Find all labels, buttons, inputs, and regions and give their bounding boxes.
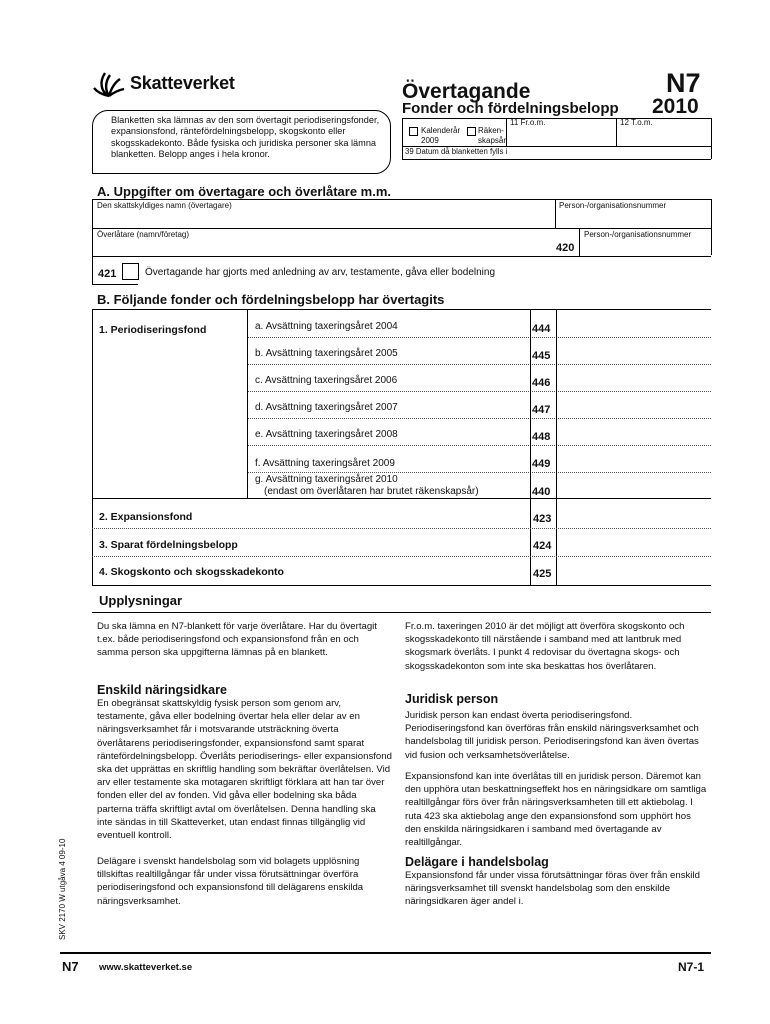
skatteverket-crown-icon <box>92 68 126 100</box>
row-code: 424 <box>533 540 552 552</box>
row-label: 2. Expansionsfond <box>99 511 193 523</box>
row-code: 444 <box>532 323 551 335</box>
form-code: N7 <box>666 68 701 98</box>
to-label: 12 T.o.m. <box>620 118 653 127</box>
section-a-right <box>711 199 712 255</box>
info-left-intro: Du ska lämna en N7-blankett för varje överlåtare. Har du övertagit t.ex. både periodiseringsfond och expansionsfond från en och samma person ska uppgifterna lämnas på en blankett. <box>97 621 377 659</box>
transferor-label: Överlåtare (namn/företag) <box>97 230 190 239</box>
row-amount-field[interactable] <box>557 528 711 556</box>
form-title: Övertagande <box>402 80 531 103</box>
date-label: 39 Datum då blanketten fylls i <box>405 147 508 156</box>
personal-number-label: Person-/organisationsnummer <box>559 201 667 210</box>
juridisk-title: Juridisk person <box>405 692 499 706</box>
juridisk-text: Juridisk person kan endast överta periodiseringsfond. Periodiseringsfond kan överföras från enskild näringsverksamhet och handelsbolag till juridisk person. Periodiseringsfond kan även övertas vid fusion och verksamhetsöverlåtelse. <box>405 710 699 761</box>
row-expansionsfond <box>92 498 711 528</box>
footer-line <box>60 952 711 954</box>
row-code: 448 <box>532 431 551 443</box>
period-box-bottom <box>402 159 711 160</box>
period-box-mid2 <box>616 118 617 146</box>
row-label: e. Avsättning taxeringsåret 2008 <box>255 429 398 440</box>
row-code: 445 <box>532 350 551 362</box>
info-top-line <box>92 612 711 613</box>
expansion-text: Expansionsfond kan inte överlåtas till en juridisk person. Däremot kan den upphöra utan beskattningseffekt hos en näringsidkare om samtliga realtillgångar förs över från näringsverksamheten till ett aktiebolag. I ruta 423 ska aktiebolag ange den expansionsfond som upphört hos den enskilda näringsidkaren i samband med övertagande av realtillgångar. <box>405 771 707 849</box>
row-amount-field[interactable] <box>556 337 711 364</box>
section-a-bottom-line <box>92 284 138 285</box>
row-label: 4. Skogskonto och skogsskadekonto <box>99 566 284 578</box>
row-code: 447 <box>532 404 551 416</box>
row-skogskonto <box>92 556 711 585</box>
section-b-title: B. Följande fonder och fördelningsbelopp har övertagits <box>97 292 445 307</box>
row-code: 423 <box>533 513 552 525</box>
section-a-row-2-line <box>92 256 711 257</box>
footer-website: www.skatteverket.se <box>99 962 193 973</box>
period-box-mid1 <box>506 118 507 146</box>
row-g-amount-field[interactable] <box>556 472 711 498</box>
periodiseringsfond-label: 1. Periodiseringsfond <box>99 324 207 336</box>
taxpayer-name-label: Den skattskyldiges namn (övertagare) <box>97 201 232 210</box>
section-a-title: A. Uppgifter om övertagare och överlåtare m.m. <box>97 184 392 199</box>
form-year: 2010 <box>652 95 699 118</box>
row-amount-field[interactable] <box>557 556 711 585</box>
row-a <box>248 310 711 337</box>
row-label: f. Avsättning taxeringsåret 2009 <box>255 458 395 469</box>
row-f <box>248 445 711 472</box>
delagare-right-text: Expansionsfond får under vissa förutsättningar föras över från enskild näringsverksamhet till svenskt handelsbolag som den enskilde näringsidkaren äger andel i. <box>405 870 700 908</box>
fiscal-year-checkbox[interactable] <box>467 127 476 136</box>
row-amount-field[interactable] <box>557 498 711 528</box>
info-title: Upplysningar <box>99 593 183 608</box>
period-box-left <box>402 118 403 159</box>
row-c <box>248 364 711 391</box>
calendar-year-checkbox[interactable] <box>409 127 418 136</box>
delagare-left-text: Delägare i svenskt handelsbolag som vid bolagets upplösning tillskiftas realtillgångar får under vissa förutsättningar överföra periodiseringsfond och expansionsfond till delägarens enskilda näringsverksamhet. <box>97 856 364 907</box>
row-amount-field[interactable] <box>556 364 711 391</box>
calendar-label: Kalenderår <box>421 126 461 135</box>
row-sparat-fordelningsbelopp <box>92 528 711 556</box>
enskild-title: Enskild näringsidkare <box>97 683 227 697</box>
transferor-number-label: Person-/organisationsnummer <box>584 230 692 239</box>
logo-text: Skatteverket <box>130 73 235 93</box>
row-g-code: 440 <box>532 486 551 498</box>
row-label: b. Avsättning taxeringsåret 2005 <box>255 348 398 359</box>
code-420: 420 <box>556 242 575 254</box>
fiscal-label-2: skapsår <box>478 136 507 145</box>
row-e <box>248 418 711 445</box>
row-label: a. Avsättning taxeringsåret 2004 <box>255 321 398 332</box>
side-form-code: SKV 2170 W utgåva 4 09-10 <box>58 838 67 940</box>
inheritance-checkbox-label: Övertagande har gjorts med anledning av arv, testamente, gåva eller bodelning <box>145 267 496 278</box>
form-subtitle: Fonder och fördelningsbelopp <box>402 100 619 117</box>
skatteverket-logo <box>92 68 292 100</box>
period-box-right <box>711 118 712 159</box>
row-code: 446 <box>532 377 551 389</box>
row-amount-field[interactable] <box>556 418 711 445</box>
row-d <box>248 391 711 418</box>
footer-page: N7-1 <box>678 960 705 974</box>
row-code: 449 <box>532 458 551 470</box>
section-b-bottom-line <box>92 585 711 586</box>
delagare-title: Delägare i handelsbolag <box>405 855 549 869</box>
from-label: 11 Fr.o.m. <box>510 118 546 127</box>
row-g-label-1: g. Avsättning taxeringsåret 2010 <box>255 474 398 485</box>
row-g <box>248 472 711 498</box>
intro-text: Blanketten ska lämnas av den som övertagit periodiseringsfonder, expansionsfond, räntefördelningsbelopp, skogskonto eller skogsskadekonto. Både fysiska och juridiska personer ska lämna blanketten. Belopp anges i hela kronor. <box>111 115 380 160</box>
code-421: 421 <box>98 268 117 280</box>
row-code: 425 <box>533 568 552 580</box>
inheritance-checkbox[interactable] <box>122 263 139 280</box>
footer-form-code: N7 <box>62 959 79 974</box>
row-amount-field[interactable] <box>556 310 711 337</box>
enskild-text: En obegränsat skattskyldig fysisk person som genom arv, testamente, gåva eller bodelning övertar hela eller delar av en näringsverksamhet får i motsvarande utsträckning överta överlåtarens periodiseringsfonder, expansionsfond samt sparat räntefördelningsbelopp. Överlåts periodiserings- eller expansionsfond ska det upprättas en skriftlig handling som bekräftar överlåtelsen. Vid arv eller testamente ska motagaren skriftligt förklara att han tar över fonden eller del av fonden. Vid gåva eller bodelning ska båda parterna träffa skriftligt avtal om överlåtelsen. Denna handling ska inte sändas in till Skatteverket, utan endast finnas tillgänglig vid eventuell kontroll. <box>97 698 392 842</box>
info-right-intro: Fr.o.m. taxeringen 2010 är det möjligt att överföra skogskonto och skogsskadekonto till närstående i samband med att lantbruk med skogsmark överlåts. I punkt 4 redovisar du övertagna skogs- och skogsskadekonton som inte ska beskattas hos överlåtaren. <box>405 621 685 672</box>
row-label: d. Avsättning taxeringsåret 2007 <box>255 402 398 413</box>
section-b-label-column <box>92 310 248 498</box>
row-amount-field[interactable] <box>556 445 711 472</box>
row-amount-field[interactable] <box>556 391 711 418</box>
row-g-label-2: (endast om överlåtaren har brutet räkenskapsår) <box>264 486 479 497</box>
period-box-top <box>402 118 711 119</box>
fiscal-label-1: Räken- <box>478 126 504 135</box>
row-b <box>248 337 711 364</box>
row-label: c. Avsättning taxeringsåret 2006 <box>255 375 398 386</box>
calendar-year: 2009 <box>421 136 439 145</box>
row-label: 3. Sparat fördelningsbelopp <box>99 539 238 551</box>
